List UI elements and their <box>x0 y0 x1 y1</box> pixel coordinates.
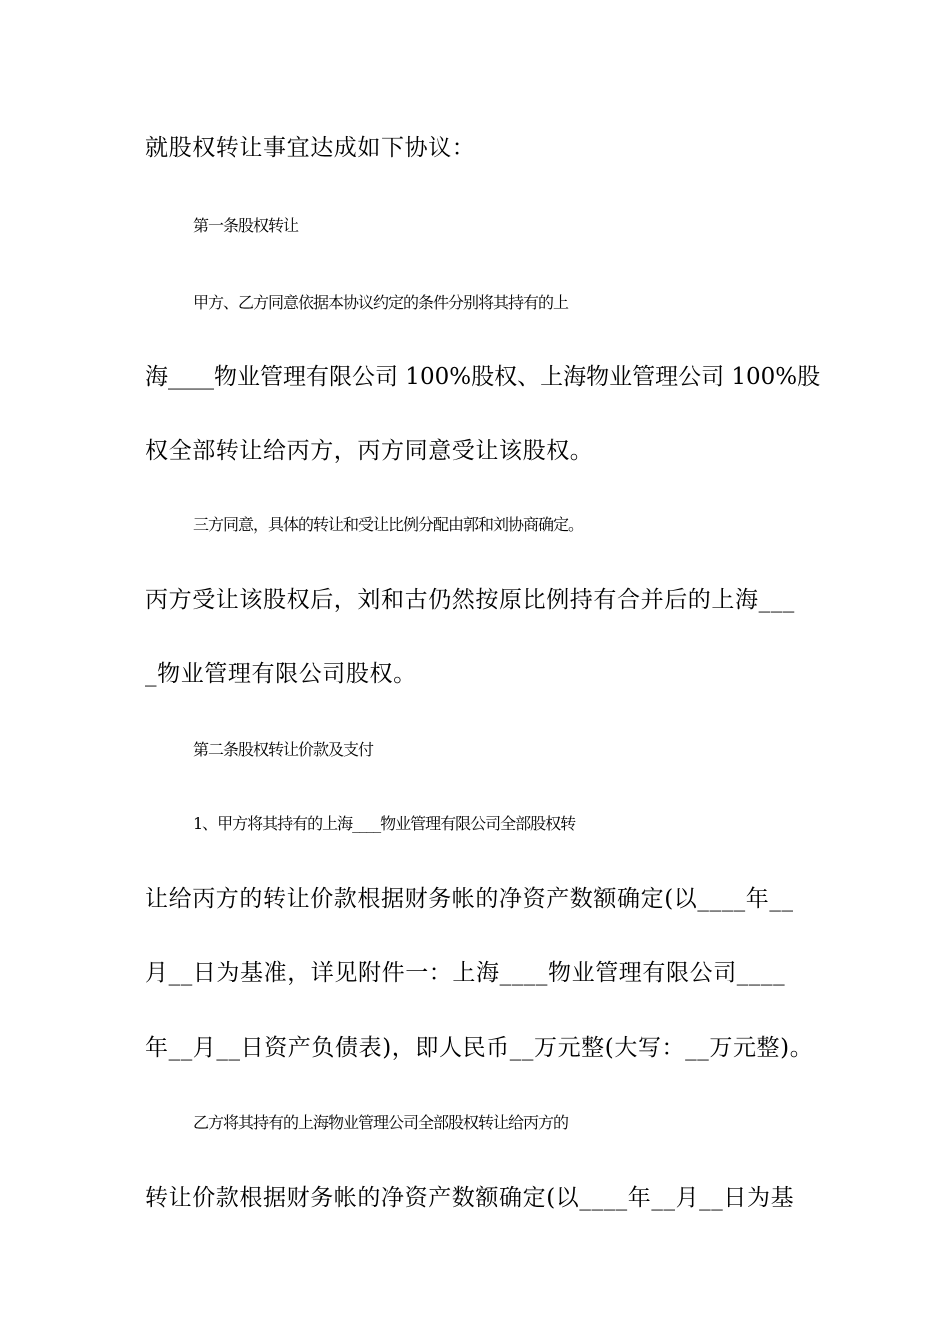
text-line: 乙方将其持有的上海物业管理公司全部股权转让给丙方的 <box>193 1113 569 1132</box>
text-line: 权全部转让给丙方，丙方同意受让该股权。 <box>145 438 594 464</box>
section-heading: 第一条股权转让 <box>193 216 299 235</box>
text-line: 转让价款根据财务帐的净资产数额确定(以____年__月__日为基 <box>145 1185 795 1211</box>
text-line: 就股权转让事宜达成如下协议： <box>145 135 476 161</box>
text-line: 月__日为基准，详见附件一：上海____物业管理有限公司____ <box>145 960 786 986</box>
text-line: 海____物业管理有限公司 100%股权、上海物业管理公司 100%股 <box>145 364 821 390</box>
text-line: 年__月__日资产负债表)，即人民币__万元整(大写：__万元整)。 <box>145 1035 814 1061</box>
section-heading: 第二条股权转让价款及支付 <box>193 740 374 759</box>
text-line: 让给丙方的转让价款根据财务帐的净资产数额确定(以____年__ <box>145 886 794 912</box>
text-line: 丙方受让该股权后，刘和古仍然按原比例持有合并后的上海___ <box>145 587 795 613</box>
text-line: 三方同意，具体的转让和受让比例分配由郭和刘协商确定。 <box>193 515 584 534</box>
text-line: 甲方、乙方同意依据本协议约定的条件分别将其持有的上 <box>193 293 569 312</box>
text-line: _物业管理有限公司股权。 <box>145 661 417 687</box>
text-line: 1、甲方将其持有的上海____物业管理有限公司全部股权转 <box>193 814 576 833</box>
